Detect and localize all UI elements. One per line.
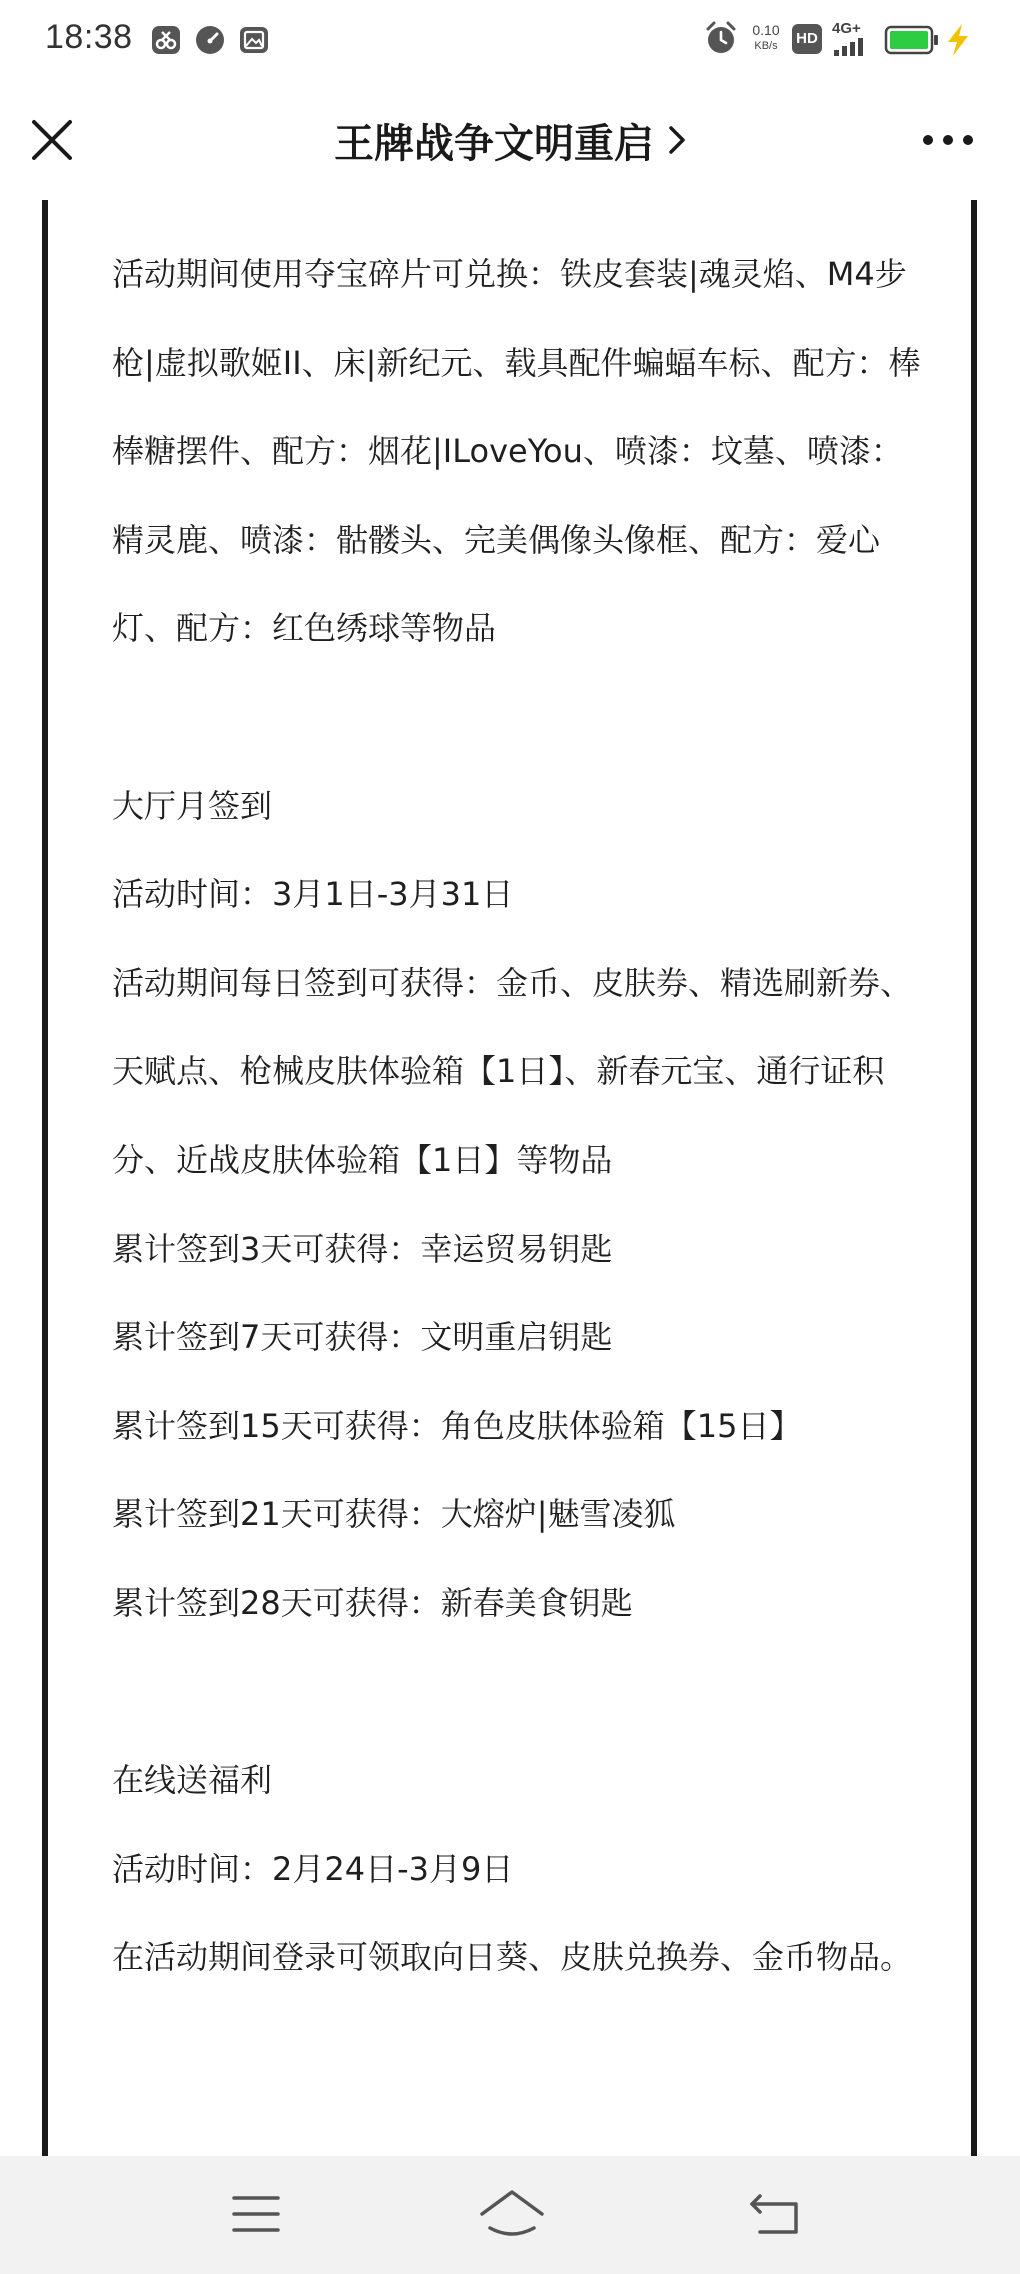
- nav-bar: [0, 80, 1020, 200]
- section-title-online-welfare: 在线送福利: [112, 1761, 273, 1800]
- speedometer-icon: [194, 24, 226, 56]
- signin-reward-15days: 累计签到15天可获得：角色皮肤体验箱【15日】: [112, 1406, 802, 1445]
- menu-icon[interactable]: [226, 2184, 286, 2244]
- signin-reward-3days: 累计签到3天可获得：幸运贸易钥匙: [112, 1229, 613, 1268]
- network-type-label: 4G+: [832, 20, 861, 37]
- scissors-app-icon: [150, 24, 182, 56]
- online-welfare-desc: 在活动期间登录可领取向日葵、皮肤兑换券、金币物品。: [112, 1938, 913, 1977]
- page-title[interactable]: 王牌战争文明重启: [334, 120, 654, 167]
- section-title-monthly-signin: 大厅月签到: [112, 786, 273, 825]
- network-speed: [748, 22, 784, 54]
- article-body: [112, 230, 932, 2156]
- home-icon[interactable]: [476, 2184, 548, 2244]
- nav-title-area: [0, 80, 1020, 200]
- monthly-signin-time: 活动时间：3月1日-3月31日: [112, 875, 514, 914]
- network-speed-value: 0.10: [752, 22, 780, 38]
- exchange-rewards-paragraph: 活动期间使用夺宝碎片可兑换：铁皮套装|魂灵焰、M4步枪|虚拟歌姬II、床|新纪元、载具配件蝙蝠车标、配方：棒棒糖摆件、配方：烟花|ILoveYou、喷漆：坟墓、喷漆：精灵鹿、喷漆：骷髅头、完美偶像头像框、配方：爱心灯、配方：红色绣球等物品: [112, 255, 921, 648]
- hd-badge: HD: [792, 24, 822, 54]
- signin-reward-28days: 累计签到28天可获得：新春美食钥匙: [112, 1583, 633, 1622]
- monthly-signin-desc: 活动期间每日签到可获得：金币、皮肤券、精选刷新券、天赋点、枪械皮肤体验箱【1日】、新春元宝、通行证积分、近战皮肤体验箱【1日】等物品: [112, 963, 913, 1179]
- signin-reward-21days: 累计签到21天可获得：大熔炉|魅雪凌狐: [112, 1495, 676, 1534]
- status-time: 18:38: [45, 18, 133, 56]
- back-icon[interactable]: [746, 2184, 806, 2244]
- online-welfare-time: 活动时间：2月24日-3月9日: [112, 1849, 514, 1888]
- frame-border-right: [971, 200, 977, 2156]
- spacer: [112, 673, 932, 762]
- frame-border-left: [42, 200, 48, 2156]
- signin-reward-7days: 累计签到7天可获得：文明重启钥匙: [112, 1318, 613, 1357]
- status-bar: [0, 0, 1020, 80]
- more-options-button[interactable]: [920, 124, 976, 156]
- chevron-right-icon[interactable]: [668, 125, 686, 155]
- cellular-signal-icon: [832, 20, 872, 60]
- charging-bolt-icon: [944, 22, 972, 58]
- system-nav-bar: [0, 2156, 1020, 2274]
- alarm-clock-icon: [705, 20, 737, 56]
- network-speed-unit: KB/s: [754, 40, 778, 52]
- image-icon: [238, 24, 270, 56]
- battery-icon: [884, 24, 940, 56]
- spacer: [112, 1648, 932, 1737]
